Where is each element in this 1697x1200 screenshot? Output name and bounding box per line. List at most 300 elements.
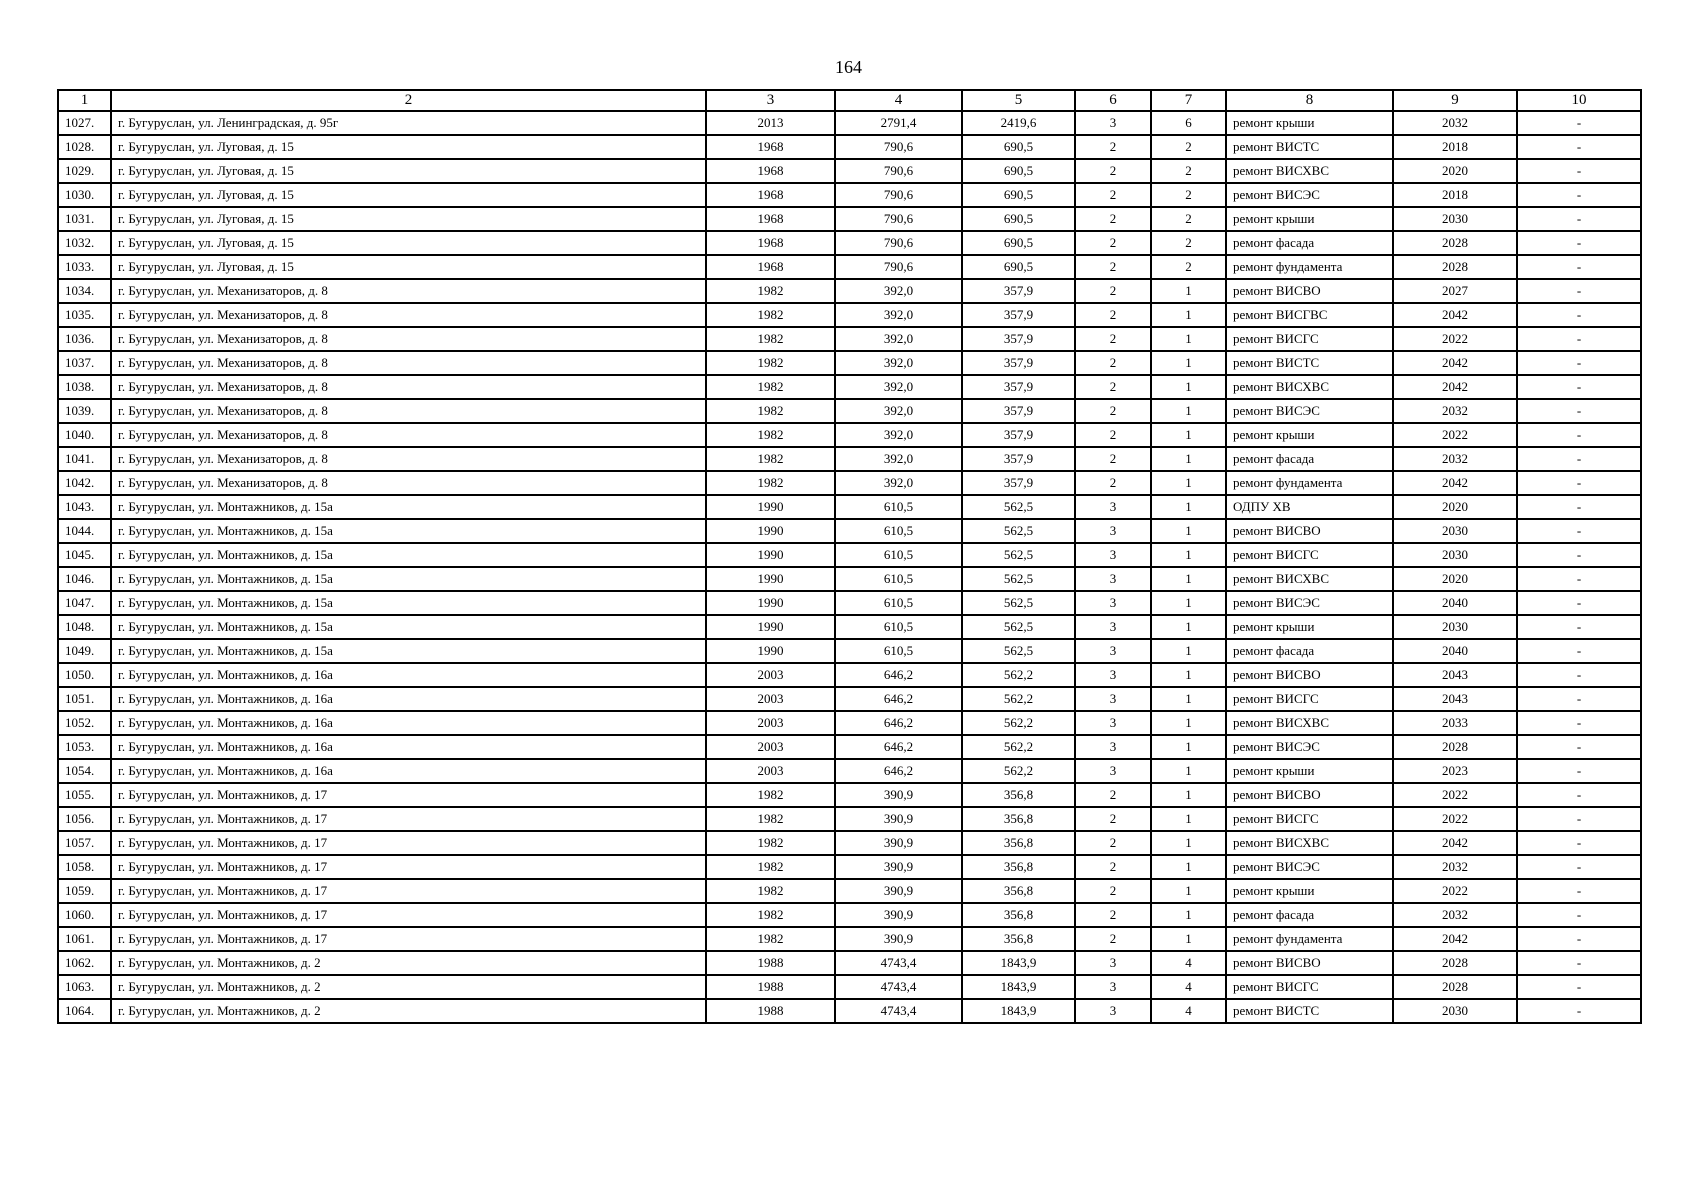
table-row xyxy=(58,423,1641,447)
cell-note: - xyxy=(1517,855,1641,879)
table-row xyxy=(58,735,1641,759)
cell-work-type: ремонт ВИСХВС xyxy=(1226,567,1393,591)
table-row xyxy=(58,951,1641,975)
cell-living-area: 356,8 xyxy=(962,807,1075,831)
cell-work-type: ремонт фундамента xyxy=(1226,471,1393,495)
cell-build-year: 1982 xyxy=(706,879,835,903)
table-row xyxy=(58,999,1641,1023)
cell-living-area: 562,2 xyxy=(962,687,1075,711)
cell-row-number: 1031. xyxy=(58,207,111,231)
table-row xyxy=(58,183,1641,207)
table-row xyxy=(58,351,1641,375)
table-row xyxy=(58,663,1641,687)
cell-floors: 2 xyxy=(1075,159,1151,183)
column-header-row-number: 1 xyxy=(58,90,111,111)
cell-build-year: 2003 xyxy=(706,735,835,759)
cell-floors: 3 xyxy=(1075,111,1151,135)
table-row xyxy=(58,111,1641,135)
table-row xyxy=(58,159,1641,183)
cell-work-type: ремонт ВИСВО xyxy=(1226,951,1393,975)
cell-address: г. Бугуруслан, ул. Монтажников, д. 17 xyxy=(111,855,706,879)
cell-note: - xyxy=(1517,903,1641,927)
cell-work-type: ремонт ВИСГС xyxy=(1226,975,1393,999)
cell-living-area: 562,2 xyxy=(962,663,1075,687)
cell-build-year: 1982 xyxy=(706,447,835,471)
cell-note: - xyxy=(1517,495,1641,519)
cell-work-type: ремонт ВИСХВС xyxy=(1226,159,1393,183)
cell-total-area: 610,5 xyxy=(835,615,962,639)
column-header-floors: 6 xyxy=(1075,90,1151,111)
cell-total-area: 2791,4 xyxy=(835,111,962,135)
cell-work-type: ремонт фасада xyxy=(1226,903,1393,927)
cell-planned-year: 2043 xyxy=(1393,687,1517,711)
cell-floors: 3 xyxy=(1075,711,1151,735)
cell-address: г. Бугуруслан, ул. Механизаторов, д. 8 xyxy=(111,471,706,495)
cell-address: г. Бугуруслан, ул. Монтажников, д. 17 xyxy=(111,783,706,807)
cell-total-area: 610,5 xyxy=(835,519,962,543)
cell-address: г. Бугуруслан, ул. Монтажников, д. 2 xyxy=(111,999,706,1023)
cell-note: - xyxy=(1517,375,1641,399)
cell-planned-year: 2032 xyxy=(1393,855,1517,879)
cell-row-number: 1034. xyxy=(58,279,111,303)
cell-floors: 2 xyxy=(1075,351,1151,375)
cell-planned-year: 2042 xyxy=(1393,471,1517,495)
cell-row-number: 1049. xyxy=(58,639,111,663)
cell-work-type: ОДПУ ХВ xyxy=(1226,495,1393,519)
cell-total-area: 4743,4 xyxy=(835,999,962,1023)
cell-build-year: 1990 xyxy=(706,567,835,591)
cell-note: - xyxy=(1517,255,1641,279)
cell-work-type: ремонт ВИСЭС xyxy=(1226,183,1393,207)
cell-floors: 2 xyxy=(1075,471,1151,495)
cell-row-number: 1033. xyxy=(58,255,111,279)
cell-floors: 3 xyxy=(1075,495,1151,519)
table-row xyxy=(58,711,1641,735)
cell-work-type: ремонт ВИСВО xyxy=(1226,519,1393,543)
cell-build-year: 1968 xyxy=(706,159,835,183)
cell-note: - xyxy=(1517,951,1641,975)
cell-note: - xyxy=(1517,303,1641,327)
cell-planned-year: 2040 xyxy=(1393,591,1517,615)
cell-row-number: 1057. xyxy=(58,831,111,855)
cell-work-type: ремонт ВИСЭС xyxy=(1226,855,1393,879)
cell-work-type: ремонт крыши xyxy=(1226,111,1393,135)
cell-work-type: ремонт крыши xyxy=(1226,615,1393,639)
cell-work-type: ремонт ВИСЭС xyxy=(1226,399,1393,423)
cell-row-number: 1027. xyxy=(58,111,111,135)
cell-note: - xyxy=(1517,231,1641,255)
cell-address: г. Бугуруслан, ул. Монтажников, д. 17 xyxy=(111,879,706,903)
cell-total-area: 790,6 xyxy=(835,231,962,255)
cell-total-area: 392,0 xyxy=(835,303,962,327)
repair-schedule-table xyxy=(57,89,1642,1024)
cell-planned-year: 2030 xyxy=(1393,615,1517,639)
table-row xyxy=(58,615,1641,639)
cell-work-type: ремонт ВИСТС xyxy=(1226,351,1393,375)
cell-work-type: ремонт ВИСВО xyxy=(1226,663,1393,687)
table-header-row xyxy=(58,90,1641,111)
cell-note: - xyxy=(1517,687,1641,711)
column-header-build-year: 3 xyxy=(706,90,835,111)
column-header-work-type: 8 xyxy=(1226,90,1393,111)
cell-build-year: 2003 xyxy=(706,687,835,711)
cell-address: г. Бугуруслан, ул. Луговая, д. 15 xyxy=(111,231,706,255)
cell-planned-year: 2020 xyxy=(1393,495,1517,519)
cell-work-type: ремонт ВИСГС xyxy=(1226,687,1393,711)
cell-entrances: 2 xyxy=(1151,207,1226,231)
cell-entrances: 1 xyxy=(1151,903,1226,927)
cell-address: г. Бугуруслан, ул. Ленинградская, д. 95г xyxy=(111,111,706,135)
cell-build-year: 1982 xyxy=(706,375,835,399)
cell-note: - xyxy=(1517,591,1641,615)
cell-total-area: 392,0 xyxy=(835,399,962,423)
cell-entrances: 1 xyxy=(1151,423,1226,447)
cell-note: - xyxy=(1517,279,1641,303)
cell-row-number: 1052. xyxy=(58,711,111,735)
cell-row-number: 1047. xyxy=(58,591,111,615)
cell-note: - xyxy=(1517,111,1641,135)
cell-row-number: 1043. xyxy=(58,495,111,519)
cell-work-type: ремонт ВИСТС xyxy=(1226,135,1393,159)
cell-row-number: 1040. xyxy=(58,423,111,447)
cell-note: - xyxy=(1517,999,1641,1023)
cell-living-area: 357,9 xyxy=(962,375,1075,399)
cell-build-year: 1982 xyxy=(706,279,835,303)
cell-floors: 3 xyxy=(1075,591,1151,615)
cell-build-year: 1990 xyxy=(706,519,835,543)
cell-row-number: 1042. xyxy=(58,471,111,495)
cell-work-type: ремонт ВИСЭС xyxy=(1226,591,1393,615)
cell-address: г. Бугуруслан, ул. Луговая, д. 15 xyxy=(111,207,706,231)
cell-entrances: 1 xyxy=(1151,711,1226,735)
cell-floors: 2 xyxy=(1075,783,1151,807)
cell-planned-year: 2028 xyxy=(1393,255,1517,279)
cell-address: г. Бугуруслан, ул. Луговая, д. 15 xyxy=(111,135,706,159)
cell-living-area: 1843,9 xyxy=(962,999,1075,1023)
cell-living-area: 562,5 xyxy=(962,543,1075,567)
cell-address: г. Бугуруслан, ул. Механизаторов, д. 8 xyxy=(111,279,706,303)
cell-living-area: 562,5 xyxy=(962,567,1075,591)
cell-entrances: 1 xyxy=(1151,831,1226,855)
cell-address: г. Бугуруслан, ул. Монтажников, д. 2 xyxy=(111,975,706,999)
cell-living-area: 1843,9 xyxy=(962,951,1075,975)
cell-address: г. Бугуруслан, ул. Механизаторов, д. 8 xyxy=(111,399,706,423)
cell-entrances: 1 xyxy=(1151,615,1226,639)
cell-address: г. Бугуруслан, ул. Механизаторов, д. 8 xyxy=(111,327,706,351)
cell-living-area: 357,9 xyxy=(962,471,1075,495)
table-row xyxy=(58,255,1641,279)
cell-build-year: 1990 xyxy=(706,591,835,615)
cell-planned-year: 2042 xyxy=(1393,351,1517,375)
cell-living-area: 562,2 xyxy=(962,735,1075,759)
cell-build-year: 1968 xyxy=(706,231,835,255)
cell-total-area: 790,6 xyxy=(835,207,962,231)
table-row xyxy=(58,471,1641,495)
cell-living-area: 357,9 xyxy=(962,303,1075,327)
cell-work-type: ремонт фундамента xyxy=(1226,927,1393,951)
table-row xyxy=(58,759,1641,783)
cell-note: - xyxy=(1517,471,1641,495)
cell-work-type: ремонт ВИСГВС xyxy=(1226,303,1393,327)
cell-living-area: 356,8 xyxy=(962,783,1075,807)
cell-address: г. Бугуруслан, ул. Монтажников, д. 15а xyxy=(111,591,706,615)
cell-total-area: 390,9 xyxy=(835,903,962,927)
cell-total-area: 790,6 xyxy=(835,135,962,159)
cell-entrances: 1 xyxy=(1151,327,1226,351)
table-row xyxy=(58,447,1641,471)
cell-planned-year: 2018 xyxy=(1393,183,1517,207)
cell-address: г. Бугуруслан, ул. Монтажников, д. 15а xyxy=(111,495,706,519)
table-row xyxy=(58,975,1641,999)
cell-work-type: ремонт ВИСГС xyxy=(1226,543,1393,567)
cell-row-number: 1058. xyxy=(58,855,111,879)
cell-floors: 3 xyxy=(1075,615,1151,639)
cell-row-number: 1039. xyxy=(58,399,111,423)
column-header-total-area: 4 xyxy=(835,90,962,111)
cell-row-number: 1060. xyxy=(58,903,111,927)
column-header-address: 2 xyxy=(111,90,706,111)
cell-floors: 2 xyxy=(1075,231,1151,255)
cell-floors: 2 xyxy=(1075,807,1151,831)
cell-planned-year: 2032 xyxy=(1393,447,1517,471)
cell-living-area: 562,5 xyxy=(962,639,1075,663)
cell-entrances: 6 xyxy=(1151,111,1226,135)
cell-address: г. Бугуруслан, ул. Монтажников, д. 17 xyxy=(111,831,706,855)
cell-floors: 2 xyxy=(1075,183,1151,207)
table-row xyxy=(58,543,1641,567)
cell-floors: 2 xyxy=(1075,207,1151,231)
cell-total-area: 390,9 xyxy=(835,783,962,807)
cell-address: г. Бугуруслан, ул. Монтажников, д. 17 xyxy=(111,807,706,831)
cell-address: г. Бугуруслан, ул. Механизаторов, д. 8 xyxy=(111,351,706,375)
cell-floors: 2 xyxy=(1075,303,1151,327)
cell-note: - xyxy=(1517,639,1641,663)
cell-planned-year: 2030 xyxy=(1393,207,1517,231)
cell-note: - xyxy=(1517,207,1641,231)
cell-entrances: 1 xyxy=(1151,351,1226,375)
cell-entrances: 1 xyxy=(1151,471,1226,495)
table-row xyxy=(58,135,1641,159)
cell-total-area: 390,9 xyxy=(835,927,962,951)
cell-build-year: 1982 xyxy=(706,471,835,495)
cell-address: г. Бугуруслан, ул. Монтажников, д. 16а xyxy=(111,687,706,711)
cell-work-type: ремонт ВИСХВС xyxy=(1226,375,1393,399)
table-row xyxy=(58,831,1641,855)
cell-total-area: 790,6 xyxy=(835,183,962,207)
column-header-planned-year: 9 xyxy=(1393,90,1517,111)
cell-address: г. Бугуруслан, ул. Монтажников, д. 17 xyxy=(111,927,706,951)
cell-entrances: 1 xyxy=(1151,495,1226,519)
cell-total-area: 610,5 xyxy=(835,639,962,663)
cell-build-year: 2003 xyxy=(706,663,835,687)
cell-entrances: 1 xyxy=(1151,735,1226,759)
cell-build-year: 1990 xyxy=(706,543,835,567)
cell-build-year: 1982 xyxy=(706,807,835,831)
cell-planned-year: 2032 xyxy=(1393,903,1517,927)
cell-planned-year: 2023 xyxy=(1393,759,1517,783)
cell-row-number: 1064. xyxy=(58,999,111,1023)
cell-note: - xyxy=(1517,351,1641,375)
cell-entrances: 2 xyxy=(1151,255,1226,279)
table-body xyxy=(58,111,1641,1023)
cell-planned-year: 2040 xyxy=(1393,639,1517,663)
cell-build-year: 1982 xyxy=(706,399,835,423)
cell-build-year: 1990 xyxy=(706,615,835,639)
cell-living-area: 356,8 xyxy=(962,831,1075,855)
cell-planned-year: 2030 xyxy=(1393,543,1517,567)
cell-living-area: 356,8 xyxy=(962,927,1075,951)
table-row xyxy=(58,231,1641,255)
cell-note: - xyxy=(1517,807,1641,831)
cell-entrances: 1 xyxy=(1151,783,1226,807)
cell-living-area: 356,8 xyxy=(962,903,1075,927)
cell-total-area: 790,6 xyxy=(835,159,962,183)
cell-living-area: 357,9 xyxy=(962,447,1075,471)
cell-build-year: 1982 xyxy=(706,351,835,375)
cell-note: - xyxy=(1517,735,1641,759)
cell-note: - xyxy=(1517,567,1641,591)
cell-note: - xyxy=(1517,519,1641,543)
cell-address: г. Бугуруслан, ул. Монтажников, д. 16а xyxy=(111,663,706,687)
cell-total-area: 610,5 xyxy=(835,591,962,615)
cell-build-year: 2003 xyxy=(706,711,835,735)
cell-address: г. Бугуруслан, ул. Луговая, д. 15 xyxy=(111,255,706,279)
cell-living-area: 562,5 xyxy=(962,495,1075,519)
table-row xyxy=(58,879,1641,903)
cell-planned-year: 2020 xyxy=(1393,567,1517,591)
cell-row-number: 1056. xyxy=(58,807,111,831)
cell-address: г. Бугуруслан, ул. Монтажников, д. 2 xyxy=(111,951,706,975)
cell-total-area: 610,5 xyxy=(835,495,962,519)
cell-floors: 3 xyxy=(1075,735,1151,759)
cell-address: г. Бугуруслан, ул. Механизаторов, д. 8 xyxy=(111,423,706,447)
cell-note: - xyxy=(1517,135,1641,159)
cell-build-year: 1982 xyxy=(706,783,835,807)
cell-floors: 2 xyxy=(1075,279,1151,303)
cell-floors: 2 xyxy=(1075,447,1151,471)
cell-build-year: 1968 xyxy=(706,135,835,159)
cell-living-area: 356,8 xyxy=(962,879,1075,903)
cell-living-area: 562,5 xyxy=(962,519,1075,543)
cell-living-area: 357,9 xyxy=(962,279,1075,303)
cell-entrances: 1 xyxy=(1151,447,1226,471)
cell-floors: 3 xyxy=(1075,999,1151,1023)
cell-note: - xyxy=(1517,831,1641,855)
table-row xyxy=(58,807,1641,831)
cell-planned-year: 2022 xyxy=(1393,327,1517,351)
cell-floors: 2 xyxy=(1075,831,1151,855)
cell-living-area: 1843,9 xyxy=(962,975,1075,999)
cell-note: - xyxy=(1517,879,1641,903)
cell-row-number: 1035. xyxy=(58,303,111,327)
cell-total-area: 390,9 xyxy=(835,855,962,879)
cell-work-type: ремонт ВИСТС xyxy=(1226,999,1393,1023)
cell-build-year: 1968 xyxy=(706,207,835,231)
column-header-entrances: 7 xyxy=(1151,90,1226,111)
cell-floors: 2 xyxy=(1075,135,1151,159)
cell-floors: 3 xyxy=(1075,975,1151,999)
table-row xyxy=(58,399,1641,423)
cell-work-type: ремонт фасада xyxy=(1226,231,1393,255)
table-row xyxy=(58,591,1641,615)
cell-work-type: ремонт крыши xyxy=(1226,207,1393,231)
table-row xyxy=(58,279,1641,303)
cell-row-number: 1050. xyxy=(58,663,111,687)
cell-build-year: 1990 xyxy=(706,495,835,519)
cell-living-area: 357,9 xyxy=(962,327,1075,351)
cell-entrances: 4 xyxy=(1151,975,1226,999)
cell-build-year: 1968 xyxy=(706,183,835,207)
table-row xyxy=(58,927,1641,951)
table-row xyxy=(58,639,1641,663)
cell-address: г. Бугуруслан, ул. Луговая, д. 15 xyxy=(111,159,706,183)
cell-row-number: 1051. xyxy=(58,687,111,711)
cell-entrances: 1 xyxy=(1151,543,1226,567)
cell-note: - xyxy=(1517,183,1641,207)
cell-row-number: 1037. xyxy=(58,351,111,375)
cell-work-type: ремонт крыши xyxy=(1226,423,1393,447)
table-row xyxy=(58,375,1641,399)
cell-total-area: 4743,4 xyxy=(835,951,962,975)
page-number: 164 xyxy=(835,57,862,77)
cell-total-area: 646,2 xyxy=(835,663,962,687)
cell-row-number: 1059. xyxy=(58,879,111,903)
cell-note: - xyxy=(1517,927,1641,951)
cell-planned-year: 2027 xyxy=(1393,279,1517,303)
cell-floors: 2 xyxy=(1075,255,1151,279)
cell-floors: 2 xyxy=(1075,423,1151,447)
cell-total-area: 390,9 xyxy=(835,879,962,903)
table-row xyxy=(58,903,1641,927)
cell-total-area: 646,2 xyxy=(835,735,962,759)
cell-total-area: 392,0 xyxy=(835,375,962,399)
cell-planned-year: 2028 xyxy=(1393,231,1517,255)
cell-planned-year: 2042 xyxy=(1393,375,1517,399)
cell-planned-year: 2028 xyxy=(1393,975,1517,999)
cell-address: г. Бугуруслан, ул. Механизаторов, д. 8 xyxy=(111,303,706,327)
cell-row-number: 1029. xyxy=(58,159,111,183)
cell-build-year: 1982 xyxy=(706,927,835,951)
cell-address: г. Бугуруслан, ул. Монтажников, д. 16а xyxy=(111,759,706,783)
cell-total-area: 392,0 xyxy=(835,327,962,351)
cell-planned-year: 2042 xyxy=(1393,831,1517,855)
cell-living-area: 690,5 xyxy=(962,255,1075,279)
cell-row-number: 1030. xyxy=(58,183,111,207)
cell-work-type: ремонт ВИСВО xyxy=(1226,279,1393,303)
cell-entrances: 1 xyxy=(1151,591,1226,615)
cell-living-area: 357,9 xyxy=(962,351,1075,375)
cell-planned-year: 2022 xyxy=(1393,807,1517,831)
cell-address: г. Бугуруслан, ул. Луговая, д. 15 xyxy=(111,183,706,207)
cell-floors: 3 xyxy=(1075,951,1151,975)
cell-planned-year: 2043 xyxy=(1393,663,1517,687)
cell-build-year: 1982 xyxy=(706,855,835,879)
cell-floors: 3 xyxy=(1075,543,1151,567)
cell-floors: 3 xyxy=(1075,567,1151,591)
table-row xyxy=(58,207,1641,231)
cell-note: - xyxy=(1517,543,1641,567)
cell-build-year: 2013 xyxy=(706,111,835,135)
cell-planned-year: 2032 xyxy=(1393,111,1517,135)
cell-row-number: 1048. xyxy=(58,615,111,639)
cell-address: г. Бугуруслан, ул. Монтажников, д. 15а xyxy=(111,519,706,543)
cell-work-type: ремонт ВИСХВС xyxy=(1226,711,1393,735)
table-row xyxy=(58,303,1641,327)
cell-entrances: 1 xyxy=(1151,375,1226,399)
cell-planned-year: 2030 xyxy=(1393,519,1517,543)
cell-build-year: 1982 xyxy=(706,303,835,327)
cell-living-area: 357,9 xyxy=(962,399,1075,423)
